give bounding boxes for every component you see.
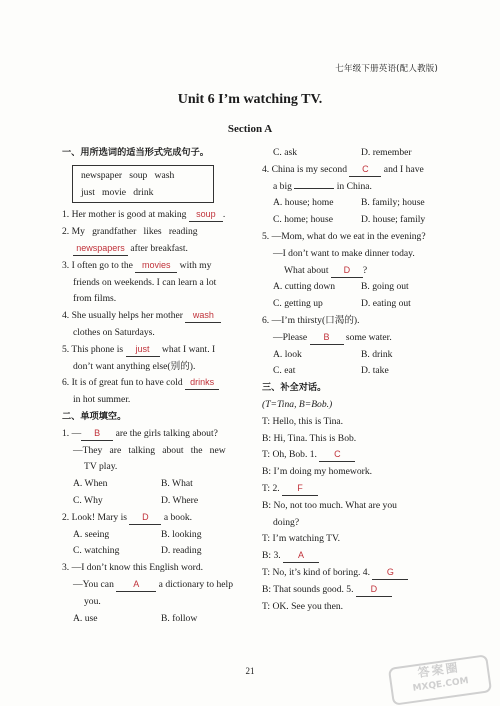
watermark-text-top: 答案圈	[416, 660, 461, 680]
option: D. take	[361, 365, 389, 377]
p2-q1-cont: TV play.	[84, 461, 118, 473]
p2-q4-options	[262, 195, 444, 212]
answer: C	[349, 163, 381, 177]
option: D. eating out	[361, 298, 411, 310]
p1-q1: 1. Her mother is good at making soup .	[62, 209, 226, 221]
word-box	[72, 165, 214, 204]
p1-q3: 3. I often go to the movies with my	[62, 259, 212, 271]
p2-q4: 4. China is my second C and I have	[262, 163, 424, 175]
option: C. watching	[73, 545, 120, 557]
answer: F	[282, 482, 318, 496]
option: A. house; home	[273, 197, 334, 209]
p2-q6-cont: —Please B some water.	[273, 331, 392, 343]
p1-q2-cont: newspapers after breakfast.	[62, 241, 244, 258]
option: D. remember	[361, 147, 412, 158]
answer: wash	[185, 309, 221, 323]
option: A. seeing	[73, 528, 110, 540]
answer: B	[81, 427, 113, 441]
dialogue-line: T: 2. F	[262, 481, 444, 498]
page-number: 21	[245, 666, 255, 676]
option: C. Why	[73, 494, 103, 506]
p2-q2-options	[62, 527, 244, 544]
p2-q5-cont: —I don’t want to make dinner today.	[273, 247, 415, 259]
option: A. cutting down	[273, 281, 336, 293]
p2-q1-cont: —They are talking about the new	[73, 444, 226, 456]
dialogue-line: B: No, not too much. What are you	[262, 499, 397, 511]
p1-q5-cont: don’t want anything else(别的).	[73, 360, 196, 372]
dialogue-line: B: Hi, Tina. This is Bob.	[262, 432, 357, 444]
answer: D	[356, 583, 392, 597]
p1-q6-cont: in hot summer.	[73, 394, 131, 406]
part1-heading: 一、用所选词的适当形式完成句子。	[62, 147, 209, 158]
p2-q5-options	[262, 279, 444, 296]
p2-q1: 1. — B are the girls talking about?	[62, 427, 218, 439]
left-column	[62, 145, 244, 627]
p2-q6: 6. —I’m thirsty(口渴的).	[262, 314, 360, 326]
answer: B	[310, 331, 344, 345]
dialogue-line: B: 3. A	[262, 548, 444, 565]
part3-heading: 三、补全对话。	[262, 382, 327, 394]
option: B. follow	[161, 612, 198, 624]
dialogue-line: B: I’m doing my homework.	[262, 466, 373, 478]
dialogue-note: (T=Tina, B=Bob.)	[262, 398, 333, 410]
p2-q3-options	[62, 611, 244, 628]
option: B. looking	[161, 528, 202, 540]
p2-q1-options	[62, 493, 244, 510]
answer: drinks	[185, 376, 219, 390]
option: C. eat	[273, 365, 296, 377]
empty-blank	[294, 188, 334, 189]
answer: movies	[135, 259, 177, 273]
option: D. Where	[161, 494, 199, 506]
answer: D	[129, 511, 161, 525]
answer: C	[319, 448, 355, 462]
running-header: 七年级下册英语(配人教版)	[335, 64, 438, 74]
dialogue-line: T: Hello, this is Tina.	[262, 415, 344, 427]
answer: A	[116, 578, 156, 592]
p1-q2: 2. My grandfather likes reading	[62, 226, 198, 238]
p2-q1-options	[62, 476, 244, 493]
option: A. When	[73, 478, 108, 490]
p1-q3-cont: friends on weekends. I can learn a lot	[73, 276, 217, 288]
dialogue-line-cont: doing?	[273, 516, 300, 528]
answer: soup	[189, 208, 223, 222]
answer: G	[372, 566, 408, 580]
p1-q6: 6. It is of great fun to have cold drinks	[62, 375, 244, 392]
option: C. ask	[273, 147, 297, 158]
option: D. house; family	[361, 214, 426, 226]
p2-q4-cont: a big in China.	[273, 180, 372, 192]
dialogue-line: T: OK. See you then.	[262, 600, 344, 612]
dialogue-line: T: I’m watching TV.	[262, 533, 341, 545]
option: C. home; house	[273, 214, 333, 226]
dialogue-line: B: That sounds good. 5. D	[262, 582, 444, 599]
p2-q5-cont: What about D ?	[284, 264, 368, 276]
p1-q5: 5. This phone is just what I want. I	[62, 343, 216, 355]
option: B. What	[161, 478, 193, 490]
p2-q2-options	[62, 543, 244, 560]
option: D. reading	[161, 545, 202, 557]
p2-q2: 2. Look! Mary is D a book.	[62, 511, 193, 523]
option: A. look	[273, 348, 302, 360]
answer: newspapers	[73, 242, 128, 256]
p2-q4-options	[262, 212, 444, 229]
p1-q3-cont: from films.	[73, 293, 117, 305]
p2-q6-options	[262, 347, 444, 364]
p2-q3: 3. —I don’t know this English word.	[62, 562, 204, 574]
p1-q4: 4. She usually helps her mother wash	[62, 308, 244, 325]
unit-title: Unit 6 I’m watching TV.	[177, 92, 323, 107]
watermark-logo	[388, 654, 492, 706]
p1-q4-cont: clothes on Saturdays.	[73, 326, 155, 338]
answer: just	[126, 343, 160, 357]
p2-q5: 5. —Mom, what do we eat in the evening?	[262, 230, 426, 242]
p2-q3-options	[262, 145, 444, 162]
option: A. use	[73, 612, 98, 624]
option: B. going out	[361, 281, 409, 293]
dialogue-line: T: Oh, Bob. 1. C	[262, 447, 444, 464]
answer: D	[331, 264, 363, 278]
word-box-line: just movie drink	[81, 186, 154, 198]
p2-q5-options	[262, 296, 444, 313]
option: C. getting up	[273, 298, 323, 310]
dialogue-line: T: No, it’s kind of boring. 4. G	[262, 565, 444, 582]
p2-q3-cont: you.	[84, 595, 101, 607]
option: B. drink	[361, 348, 393, 360]
word-box-line: newspaper soup wash	[81, 169, 175, 181]
section-title: Section A	[227, 123, 273, 135]
p2-q6-options	[262, 363, 444, 380]
answer: A	[283, 549, 319, 563]
watermark-text-bottom: MXQE.COM	[412, 676, 470, 694]
p2-q3-cont: —You can A a dictionary to help	[73, 578, 233, 590]
part2-heading: 二、单项填空。	[62, 410, 127, 422]
right-column	[262, 145, 444, 615]
option: B. family; house	[361, 197, 425, 209]
